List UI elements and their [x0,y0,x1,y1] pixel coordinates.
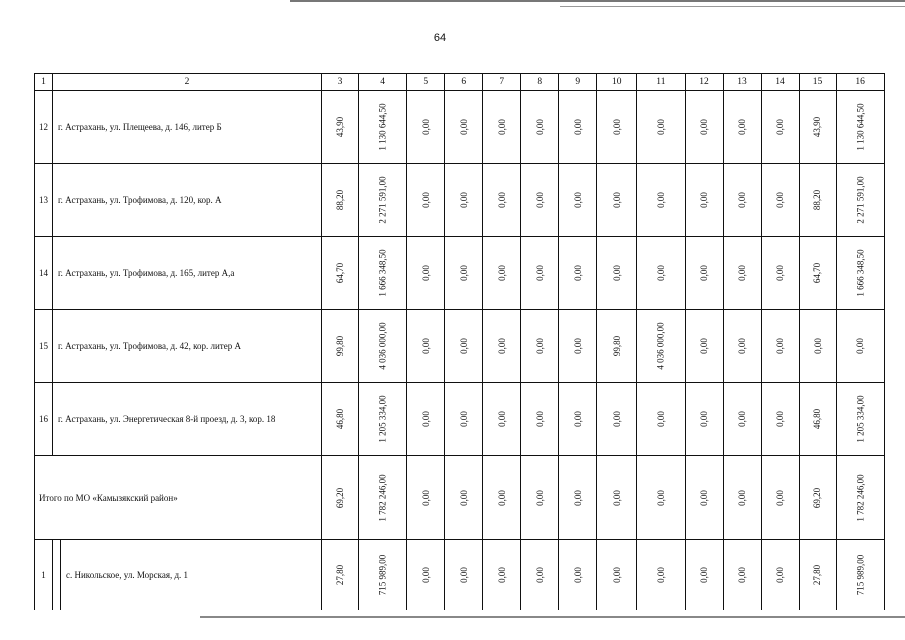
value-cell [483,456,521,540]
value-cell [723,91,761,164]
scan-edge-bottom [200,616,905,618]
value-cell [559,91,597,164]
value-cell [559,237,597,310]
row-index: 14 [35,237,53,310]
value-cell [359,91,407,164]
cell-value: 0,00 [420,566,431,583]
value-cell [637,540,685,610]
value-cell [761,310,799,383]
value-cell [836,310,884,383]
cell-value: 0,00 [737,265,747,281]
value-cell [521,310,559,383]
cell-value: 0,00 [775,265,785,281]
cell-value: 0,00 [611,489,622,506]
cell-value: 0,00 [572,489,583,506]
value-cell [637,91,685,164]
page-number: 64 [433,32,447,44]
value-cell [597,383,637,456]
value-cell [521,237,559,310]
value-cell [322,383,359,456]
value-cell [407,91,445,164]
value-cell [483,237,521,310]
value-cell [597,310,637,383]
cell-value: 0,00 [699,265,709,281]
col-header: 9 [559,74,597,91]
value-cell [483,383,521,456]
value-cell [359,456,407,540]
cell-value: 46,80 [812,408,823,430]
value-cell [407,164,445,237]
value-cell [799,91,836,164]
value-cell [559,540,597,610]
value-cell [322,164,359,237]
cell-value: 1 666 348,50 [377,249,388,297]
cell-value: 0,00 [611,119,622,135]
value-cell [559,456,597,540]
address-cell: г. Астрахань, ул. Энергетическая 8-й проезд, д. 3, кор. 18 [53,383,322,456]
col-header: 10 [597,74,637,91]
value-cell [799,237,836,310]
cell-value: 0,00 [737,489,747,506]
col-header: 6 [445,74,483,91]
cell-value: 0,00 [655,566,666,583]
cell-value: 0,00 [699,338,709,354]
cell-value: 0,00 [534,265,545,281]
cell-value: 2 271 591,00 [855,176,866,224]
value-cell [761,91,799,164]
cell-value: 0,00 [775,566,785,583]
value-cell [407,456,445,540]
cell-value: 0,00 [534,192,545,208]
value-cell [521,540,559,610]
value-cell [637,237,685,310]
value-cell [483,310,521,383]
row-index: 12 [35,91,53,164]
cell-value: 0,00 [611,566,622,583]
value-cell [723,164,761,237]
cell-value: 0,00 [855,338,866,354]
cell-value: 64,70 [335,262,345,284]
cell-value: 0,00 [775,338,785,354]
cell-value: 0,00 [775,192,785,208]
cell-value: 0,00 [655,489,666,506]
value-cell [359,237,407,310]
cell-value: 69,20 [335,487,345,508]
value-cell [836,540,884,610]
cell-value: 1 782 246,00 [377,473,388,522]
cell-value: 1 130 644,50 [855,103,866,151]
value-cell [637,456,685,540]
cell-value: 1 205 334,00 [855,395,866,443]
value-cell [761,456,799,540]
cell-value: 0,00 [655,119,666,135]
row-index: 13 [35,164,53,237]
cell-value: 0,00 [458,265,469,281]
value-cell [761,237,799,310]
col-header: 2 [53,74,322,91]
cell-value: 0,00 [655,192,666,208]
value-cell [799,540,836,610]
cell-value: 0,00 [496,192,507,208]
value-cell [799,456,836,540]
table-row [35,383,885,456]
value-cell [637,383,685,456]
value-cell [322,456,359,540]
cell-value: 88,20 [812,189,823,211]
value-cell [723,540,761,610]
value-cell [597,540,637,610]
row-index: 15 [35,310,53,383]
cell-value: 0,00 [737,411,747,427]
cell-value: 0,00 [420,338,431,354]
cell-value: 46,80 [335,408,345,430]
col-header: 4 [359,74,407,91]
cell-value: 0,00 [572,338,583,354]
col-header: 13 [723,74,761,91]
data-table [34,73,885,610]
cell-value: 0,00 [655,265,666,281]
cell-value: 715 989,00 [377,554,388,595]
cell-value: 27,80 [812,564,823,585]
value-cell [322,540,359,610]
value-cell [407,237,445,310]
cell-value: 0,00 [572,119,583,135]
value-cell [836,164,884,237]
value-cell [445,164,483,237]
value-cell [359,310,407,383]
col-header: 11 [637,74,685,91]
value-cell [559,383,597,456]
cell-value: 43,90 [812,116,823,138]
cell-value: 0,00 [458,338,469,354]
value-cell [637,164,685,237]
cell-value: 0,00 [699,489,709,506]
table-row [35,540,885,610]
address-cell: г. Астрахань, ул. Плещеева, д. 146, литер Б [53,91,322,164]
cell-value: 0,00 [534,411,545,427]
cell-value: 0,00 [420,192,431,208]
cell-value: 0,00 [534,566,545,583]
value-cell [799,164,836,237]
row-index: 1 [35,540,53,610]
value-cell [445,383,483,456]
cell-value: 0,00 [458,192,469,208]
spacer-cell [53,540,61,610]
cell-value: 0,00 [458,566,469,583]
cell-value: 0,00 [572,566,583,583]
value-cell [799,383,836,456]
scan-edge-top [290,0,905,2]
col-header: 16 [836,74,884,91]
cell-value: 0,00 [458,119,469,135]
value-cell [445,456,483,540]
cell-value: 0,00 [737,566,747,583]
cell-value: 0,00 [420,411,431,427]
cell-value: 0,00 [699,119,709,135]
value-cell [483,164,521,237]
value-cell [483,540,521,610]
value-cell [445,237,483,310]
value-cell [445,310,483,383]
cell-value: 0,00 [572,265,583,281]
row-index: 16 [35,383,53,456]
table-row [35,164,885,237]
cell-value: 0,00 [572,192,583,208]
value-cell [723,237,761,310]
value-cell [685,164,723,237]
cell-value: 0,00 [458,411,469,427]
cell-value: 0,00 [534,338,545,354]
address-cell: г. Астрахань, ул. Трофимова, д. 42, кор. литер А [53,310,322,383]
cell-value: 0,00 [496,566,507,583]
value-cell [761,164,799,237]
col-header: 12 [685,74,723,91]
table-body [35,91,885,610]
value-cell [322,91,359,164]
cell-value: 0,00 [496,119,507,135]
value-cell [521,456,559,540]
value-cell [322,310,359,383]
cell-value: 1 666 348,50 [855,249,866,297]
cell-value: 64,70 [812,262,823,284]
value-cell [407,540,445,610]
value-cell [761,383,799,456]
cell-value: 1 130 644,50 [377,103,388,151]
col-header: 15 [799,74,836,91]
value-cell [723,383,761,456]
value-cell [359,164,407,237]
value-cell [637,310,685,383]
scan-edge-top-secondary [560,6,905,7]
value-cell [685,383,723,456]
value-cell [685,540,723,610]
value-cell [597,456,637,540]
value-cell [407,310,445,383]
value-cell [521,164,559,237]
value-cell [836,237,884,310]
cell-value: 0,00 [534,489,545,506]
col-header: 8 [521,74,559,91]
table-row [35,456,885,540]
value-cell [685,310,723,383]
value-cell [359,383,407,456]
col-header: 7 [483,74,521,91]
value-cell [483,91,521,164]
cell-value: 0,00 [775,411,785,427]
cell-value: 69,20 [812,487,823,508]
cell-value: 0,00 [775,489,785,506]
value-cell [685,91,723,164]
cell-value: 0,00 [420,489,431,506]
cell-value: 0,00 [699,192,709,208]
cell-value: 43,90 [335,116,345,138]
cell-value: 27,80 [335,564,345,585]
table-row [35,310,885,383]
value-cell [445,91,483,164]
address-cell: г. Астрахань, ул. Трофимова, д. 120, кор. А [53,164,322,237]
value-cell [836,91,884,164]
total-label: Итого по МО «Камызякский район» [35,456,322,540]
cell-value: 0,00 [534,119,545,135]
cell-value: 88,20 [335,189,345,211]
cell-value: 99,80 [335,335,345,357]
cell-value: 0,00 [572,411,583,427]
value-cell [407,383,445,456]
cell-value: 0,00 [775,119,785,135]
cell-value: 0,00 [611,192,622,208]
cell-value: 2 271 591,00 [377,176,388,224]
value-cell [521,383,559,456]
col-header: 1 [35,74,53,91]
value-cell [836,456,884,540]
cell-value: 1 782 246,00 [855,473,866,522]
cell-value: 0,00 [699,566,709,583]
value-cell [559,164,597,237]
cell-value: 0,00 [812,338,823,354]
value-cell [799,310,836,383]
cell-value: 715 989,00 [855,554,866,595]
address-cell: г. Астрахань, ул. Трофимова, д. 165, литер А,а [53,237,322,310]
col-header: 3 [322,74,359,91]
value-cell [685,237,723,310]
cell-value: 0,00 [420,265,431,281]
cell-value: 0,00 [737,338,747,354]
cell-value: 0,00 [496,489,507,506]
cell-value: 99,80 [611,335,622,357]
cell-value: 1 205 334,00 [377,395,388,443]
cell-value: 0,00 [737,119,747,135]
table-row [35,91,885,164]
value-cell [521,91,559,164]
col-header: 5 [407,74,445,91]
address-cell: с. Никольское, ул. Морская, д. 1 [61,540,322,610]
value-cell [597,164,637,237]
value-cell [322,237,359,310]
header-row [35,74,885,91]
value-cell [359,540,407,610]
cell-value: 0,00 [611,265,622,281]
cell-value: 0,00 [420,119,431,135]
value-cell [559,310,597,383]
cell-value: 4 036 000,00 [377,322,388,370]
value-cell [445,540,483,610]
value-cell [597,91,637,164]
value-cell [685,456,723,540]
value-cell [723,310,761,383]
value-cell [761,540,799,610]
cell-value: 0,00 [458,489,469,506]
cell-value: 0,00 [699,411,709,427]
table-row [35,237,885,310]
cell-value: 0,00 [496,411,507,427]
col-header: 14 [761,74,799,91]
cell-value: 0,00 [737,192,747,208]
value-cell [597,237,637,310]
value-cell [836,383,884,456]
cell-value: 0,00 [496,265,507,281]
value-cell [723,456,761,540]
cell-value: 4 036 000,00 [655,322,666,370]
cell-value: 0,00 [655,411,666,427]
cell-value: 0,00 [496,338,507,354]
cell-value: 0,00 [611,411,622,427]
